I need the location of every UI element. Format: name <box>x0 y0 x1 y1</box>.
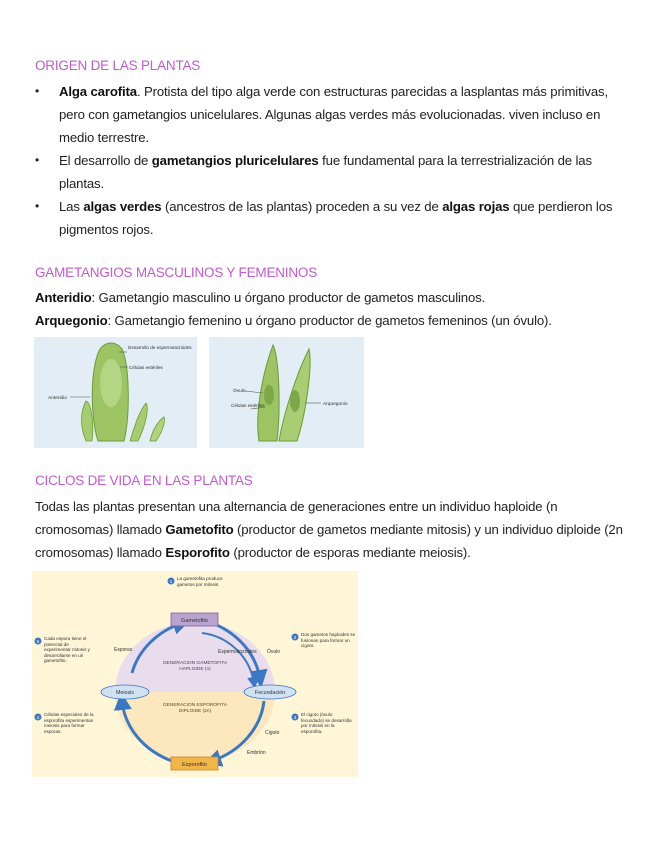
paragraph-text: (productor de esporas mediante meiosis). <box>229 545 471 560</box>
bold-term: algas rojas <box>442 199 510 214</box>
antheridium-figure <box>34 337 197 448</box>
paragraph-text: (productor de gametos mediante mitosis) y un individuo diploide (2n cromosomas) llamado <box>35 522 623 560</box>
definition-text: : Gametangio masculino u órgano productor de gametos masculinos. <box>91 290 486 305</box>
bold-term: algas verdes <box>83 199 162 214</box>
paragraph-text: Todas las plantas presentan una alternancia de generaciones entre un individuo haploide (n cromosomas) llamado <box>35 499 558 537</box>
definition-archegonium <box>35 309 645 332</box>
bullet-text: fue fundamental para la terrestrialización de las plantas. <box>59 153 592 191</box>
note-number: 1 <box>169 579 173 584</box>
label-spores: Esporas <box>114 647 133 653</box>
note-gametophyte-mitosis: La gametofita produce gametos por mitosis. <box>177 576 223 587</box>
note-number: 4 <box>36 715 40 720</box>
label-sterile-cells: Células estériles <box>231 403 265 408</box>
label-antheridium: Anteridio <box>48 396 67 401</box>
bold-term: Arquegonio <box>35 313 108 328</box>
label-archegonium: Arquegonio <box>323 402 348 407</box>
section-heading-gametangia: GAMETANGIOS MASCULINOS Y FEMENINOS <box>35 265 317 280</box>
archegonium-illustration <box>209 337 364 448</box>
bullet-text: El desarrollo de <box>59 153 152 168</box>
life-cycle-illustration <box>32 571 358 777</box>
bold-term: Alga carofita <box>59 84 137 99</box>
definition-antheridium <box>35 286 635 309</box>
section-heading-origin: ORIGEN DE LAS PLANTAS <box>35 58 201 73</box>
stage-fertilization: Fecundación <box>254 690 286 696</box>
stage-sporophyte: Esporofito <box>182 762 207 768</box>
antheridium-illustration <box>34 337 197 448</box>
label-haploid-generation: GENERACIÓN GAMETOFITA HAPLOIDE (n) <box>162 661 228 672</box>
note-spore-development: Cada espora tiene el potencial de experimentar mitosis y desarrollarse en un gametofito. <box>44 636 90 664</box>
stage-gametophyte: Gametofito <box>181 618 208 624</box>
bullet-text: que perdieron los pigmentos rojos. <box>59 199 613 237</box>
list-item <box>35 80 625 149</box>
stage-meiosis: Meiosis <box>116 690 134 696</box>
bullet-text: (ancestros de las plantas) proceden a su vez de <box>161 199 443 214</box>
note-number: 5 <box>36 639 40 644</box>
label-embryo: Embrión <box>247 750 266 756</box>
lifecycle-paragraph <box>35 495 625 564</box>
label-sterile-cells: Células estériles <box>129 365 163 370</box>
origin-bullet-list <box>35 80 625 241</box>
label-sperm-development: Desarrollo de espermatozoides <box>128 345 192 350</box>
label-sperm: Espermatozoides <box>218 649 257 655</box>
life-cycle-diagram <box>32 571 358 777</box>
bold-term: Gametofito <box>165 522 234 537</box>
list-item <box>35 195 625 241</box>
definition-text: : Gametangio femenino u órgano productor de gametos femeninos (un óvulo). <box>107 313 552 328</box>
note-gamete-fusion: Dos gametos haploides se fusionan para formar un cigoto. <box>301 632 356 649</box>
note-number: 3 <box>293 715 297 720</box>
note-number: 2 <box>293 635 297 640</box>
label-ovule: Óvulo <box>267 649 281 655</box>
list-item <box>35 149 625 195</box>
label-zygote: Cigoto <box>265 730 280 736</box>
note-zygote-development: El cigoto (óvulo fecundado) se desarrolla por mitosis en la esporofita. <box>301 712 352 734</box>
bold-term: gametangios pluricelulares <box>151 153 319 168</box>
section-heading-lifecycle: CICLOS DE VIDA EN LAS PLANTAS <box>35 473 253 488</box>
note-meiosis-spores: Células especiales de la esporofita experimentan meiosis para formar esporas. <box>44 712 94 734</box>
bold-term: Anteridio <box>35 290 92 305</box>
archegonium-figure <box>209 337 364 448</box>
label-diploid-generation: GENERACIÓN ESPOROFITA DIPLOIDE (2n) <box>162 703 228 714</box>
bullet-text: . Protista del tipo alga verde con estructuras parecidas a lasplantas más primitivas, pero con gametangios unicelulares. Algunas algas verdes más evolucionadas. viven incluso en medio terrestre. <box>59 84 608 145</box>
bullet-text: Las <box>59 199 84 214</box>
label-ovule: Óvulo <box>233 389 246 394</box>
bold-term: Esporofito <box>165 545 230 560</box>
